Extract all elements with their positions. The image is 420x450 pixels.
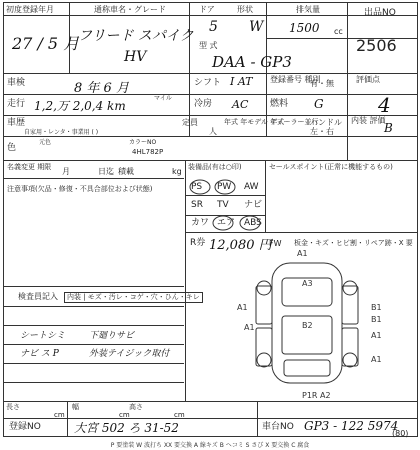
row-line: [4, 94, 417, 95]
color-label: 色: [7, 143, 17, 153]
inspection-label: 車検: [7, 78, 26, 88]
inspector-note-1-left: シートシミ: [20, 331, 66, 341]
handle-options: 左・右: [310, 127, 334, 136]
sales-point-label: セールスポイント(正常に機能するもの): [269, 163, 393, 171]
check-circle-pw: [215, 180, 235, 194]
r-sheet-label: R券: [190, 238, 206, 248]
ac-label: 冷房: [194, 99, 213, 109]
chassis-value: GP3 - 122 5974: [304, 419, 399, 433]
damage-marker: B1: [371, 315, 382, 324]
wheel-rear-left: [257, 353, 271, 367]
damage-marker: A1: [371, 355, 382, 364]
interior-value: B: [384, 121, 393, 135]
history-options: 自家用・レンタ・事業用 ( ): [24, 129, 99, 136]
row-line: [4, 178, 184, 179]
mileage-value: 1,2,万 2,0,4 km: [34, 99, 126, 113]
col-line: [189, 3, 190, 136]
wheel-front-left: [257, 281, 271, 295]
inspector-tabs: 内装 | モズ・汚レ・コゲ・穴・ひん・キレ: [64, 292, 203, 303]
damage-marker: A1: [371, 331, 382, 340]
equip-navi: ナビ: [244, 200, 263, 210]
inspector-note-2-right: 外装テイジック取付: [89, 349, 170, 359]
shape-value: W: [249, 19, 264, 35]
reg-no-label: 登録NO: [9, 422, 41, 432]
length-unit: cm: [54, 411, 65, 419]
check-circle-ps: [190, 180, 210, 194]
reg-no-value: 大宮 502 ろ 31-52: [74, 421, 179, 435]
row-line: [4, 363, 184, 364]
row-line: [4, 382, 184, 383]
auction-sheet: [3, 2, 418, 437]
r-sheet-value: 12,080 円: [209, 238, 272, 253]
displacement-unit: cc: [334, 27, 343, 36]
row-line: [4, 73, 417, 74]
damage-marker: B2: [302, 321, 313, 330]
model-label: 型 式: [199, 41, 218, 50]
equip-abs: ABS: [244, 218, 262, 228]
loading-unit: kg: [172, 167, 182, 176]
equipment-marks: [185, 160, 265, 232]
equip-pw: PW: [217, 182, 232, 192]
equip-leather: カワ: [191, 218, 210, 228]
inspector-note-2-left: ナビ ス P: [20, 349, 59, 359]
handle-label: ハンドル: [310, 118, 342, 127]
col-line: [347, 3, 348, 160]
equip-ps: PS: [191, 182, 203, 192]
damage-marker: B1: [371, 303, 382, 312]
equip-sr: SR: [191, 200, 203, 210]
history-label: 車歴: [7, 118, 26, 128]
legend: 板金・キズ・ヒビ割・リペア跡・X 要: [294, 239, 413, 247]
col-line: [265, 160, 266, 232]
displacement-value: 1500: [289, 21, 320, 35]
car-side-right-rear: [342, 328, 358, 366]
car-rear: [284, 360, 330, 376]
row-line: [4, 286, 184, 287]
day-label: 日迄: [98, 167, 114, 176]
row-line: [185, 232, 417, 233]
damage-marker: A1: [297, 249, 308, 258]
fuel-label: 燃料: [270, 99, 289, 109]
lot-number: 2506: [356, 36, 397, 55]
car-name-label: 通称車名・グレード: [94, 5, 166, 14]
width-label: 幅: [72, 403, 79, 411]
row-line: [4, 325, 184, 326]
width-unit: cm: [119, 411, 130, 419]
inspector-note-1-right: 下廻りサビ: [89, 331, 135, 341]
chassis-label: 車台NO: [262, 422, 294, 432]
car-side-left-rear: [256, 328, 272, 366]
shape-label: 形状: [237, 5, 253, 14]
damage-marker: A1: [244, 323, 255, 332]
color-no-value: 4HL782P: [132, 148, 164, 156]
fuel-value: G: [314, 97, 324, 111]
color-no-label: カラーNO: [129, 139, 157, 146]
month-label: 月: [62, 167, 70, 176]
ac-value: AC: [232, 98, 249, 111]
km-label: マイル: [154, 95, 172, 102]
damage-marker: A3: [302, 279, 313, 288]
inspector-label: 検査員記入: [18, 292, 58, 301]
notes-label: 注意事項(欠品・修復・不具合部位および状態): [7, 185, 153, 193]
reg-year-value: 27 / 5 月: [12, 34, 80, 53]
dealer-label: ディーラー並行: [270, 118, 319, 126]
regtype-label: 登録番号 種別: [270, 75, 321, 84]
check-circle-airbag: [213, 216, 236, 230]
equip-airbag: エア: [217, 218, 236, 228]
length-label: 長さ: [6, 403, 20, 411]
row-line: [4, 344, 184, 345]
equipment-title: 装備品(有は○印): [188, 163, 242, 171]
car-name-value: フリード スパイク: [78, 28, 194, 44]
fw-label: FW: [269, 239, 282, 248]
interior-label: 内装 評価: [351, 116, 386, 125]
wheel-rear-right: [343, 353, 357, 367]
shift-value: I AT: [230, 75, 253, 88]
inspection-value: 8 年 6 月: [74, 81, 129, 96]
lot-label: 出品NO: [364, 8, 396, 18]
displacement-label: 排気量: [296, 5, 320, 14]
damage-marker: P1R A2: [302, 391, 331, 400]
page-ref: (80): [392, 429, 409, 438]
row-line: [4, 306, 184, 307]
row-line: [4, 15, 417, 16]
reg-year-label: 初度登録年月: [6, 5, 54, 14]
col-line: [67, 401, 68, 436]
check-circle-abs: [240, 216, 260, 230]
wheel-front-right: [343, 281, 357, 295]
equip-aw: AW: [244, 182, 259, 192]
damage-marker: A1: [237, 303, 248, 312]
height-label: 高さ: [129, 403, 143, 411]
height-unit: cm: [174, 411, 185, 419]
capacity-label: 定員: [182, 118, 198, 127]
legend-footer: P 要塗装 W 波打ち XX 要交換 A 線キズ B ヘコミ S さび X 要交換 C 腐食: [110, 442, 310, 449]
name-change-label: 名義変更 期限: [7, 163, 52, 171]
grade-value: HV: [124, 49, 147, 65]
model-value: DAA - GP3: [212, 53, 292, 71]
shift-label: シフト: [194, 78, 222, 88]
doors-label: ドア: [199, 5, 215, 14]
color-orig-label: 元色: [39, 139, 52, 146]
doors-value: 5: [209, 19, 218, 35]
score-label: 評価点: [356, 75, 380, 84]
equip-tv: TV: [217, 200, 229, 210]
capacity-unit: 人: [209, 127, 217, 136]
mileage-label: 走行: [7, 99, 26, 109]
col-line: [257, 401, 258, 436]
loading-label: 積載: [118, 167, 134, 176]
regtype-options: 有・無: [310, 79, 334, 88]
yearmodel-label: 年式 年モデル 年式: [224, 118, 285, 126]
score-value: 4: [378, 93, 391, 117]
row-line: [4, 401, 417, 402]
